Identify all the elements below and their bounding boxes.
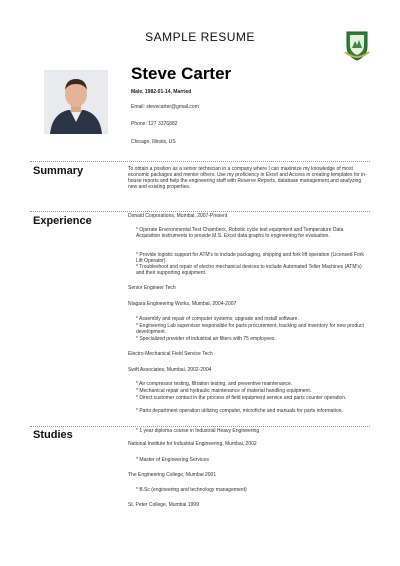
job3-bullet-4: * Parts department operation utilizing computer, microfiche and manuals for parts information. bbox=[136, 408, 343, 414]
experience-divider bbox=[30, 211, 370, 212]
job2-company: Niagara Engineering Works, Mumbai, 2004-2007 bbox=[128, 301, 237, 307]
crest-logo bbox=[340, 28, 374, 62]
job2-bullet-1: * Assembly and repair of computer systems; upgrade and install software. bbox=[136, 316, 299, 322]
job2-bullet-2: * Engineering Lab supervisor responsible for parts procurement, tracking and inventory for new product development. bbox=[136, 323, 364, 335]
studies-line-2: National Institute for Industrial Engineering, Mumbai, 2002 bbox=[128, 441, 257, 447]
summary-divider bbox=[30, 161, 370, 162]
resume-title: SAMPLE RESUME bbox=[145, 30, 255, 44]
candidate-details: Male, 1982-01-14, Married bbox=[131, 89, 192, 95]
email-text: Email: stevecarter@gmail.com bbox=[131, 104, 199, 110]
experience-heading: Experience bbox=[33, 215, 92, 227]
job1-title: Senior Engineer Tech bbox=[128, 285, 176, 291]
job3-bullet-3: * Direct customer contact in the process of field equipment service and parts counter operation. bbox=[136, 395, 347, 401]
job1-bullet-2: * Provide logistic support for ATM's to include packaging, shipping and fork lift operation (Licensed Fork Lift Operator). bbox=[136, 252, 364, 264]
studies-line-5: * B.Sc (engineering and technology management) bbox=[136, 487, 247, 493]
summary-heading: Summary bbox=[33, 165, 84, 177]
candidate-name: Steve Carter bbox=[131, 64, 232, 83]
job3-bullet-2: * Mechanical repair and hydraulic maintenance of material handling equipment. bbox=[136, 388, 312, 394]
job1-bullet-3: * Troubleshoot and repair of electro mechanical devices to include Automated Teller Machines (ATM's) and their supporting equipment. bbox=[136, 264, 362, 276]
job2-title: Electro-Mechanical Field Service Tech bbox=[128, 351, 213, 357]
job1-bullet-1: * Operate Environmental Test Chambers, Robotic cycle test equipment and Temperature Data Acquisition instruments to provide M.S. Excel data graphs to engineering for evaluation. bbox=[136, 227, 344, 239]
studies-line-1: * 1 year diploma course in Industrial Heavy Engineering bbox=[136, 428, 260, 434]
summary-text: To obtain a position as a senior technician in a company where I can maximize my knowledge of most economic packages and mentor others. Use my proficiency in Excel and Access in creating templates for in-house reports and help the engineering staff with Reserve Reports, database management and analyzing new and existing properties. bbox=[128, 166, 367, 190]
studies-divider bbox=[30, 426, 370, 427]
studies-line-6: St. Peter College, Mumbai 1999 bbox=[128, 502, 199, 508]
job3-bullet-1: * Air compressor testing, filtration testing, and preventive maintenance. bbox=[136, 381, 293, 387]
studies-line-4: The Engineering College, Mumbai 2001 bbox=[128, 472, 217, 478]
studies-heading: Studies bbox=[33, 429, 73, 441]
job1-company: Donald Corporations, Mumbai, 2007-Present bbox=[128, 213, 228, 219]
phone-text: Phone: 127 3376882 bbox=[131, 121, 178, 127]
location-text: Chicago, Illinois, US bbox=[131, 139, 176, 145]
profile-photo bbox=[44, 70, 108, 134]
job3-company: Swift Associates, Mumbai, 2002-2004 bbox=[128, 367, 212, 373]
studies-line-3: * Master of Engineering Services bbox=[136, 457, 209, 463]
job2-bullet-3: * Specialized provider of industrial air filters with 75 employees. bbox=[136, 336, 276, 342]
